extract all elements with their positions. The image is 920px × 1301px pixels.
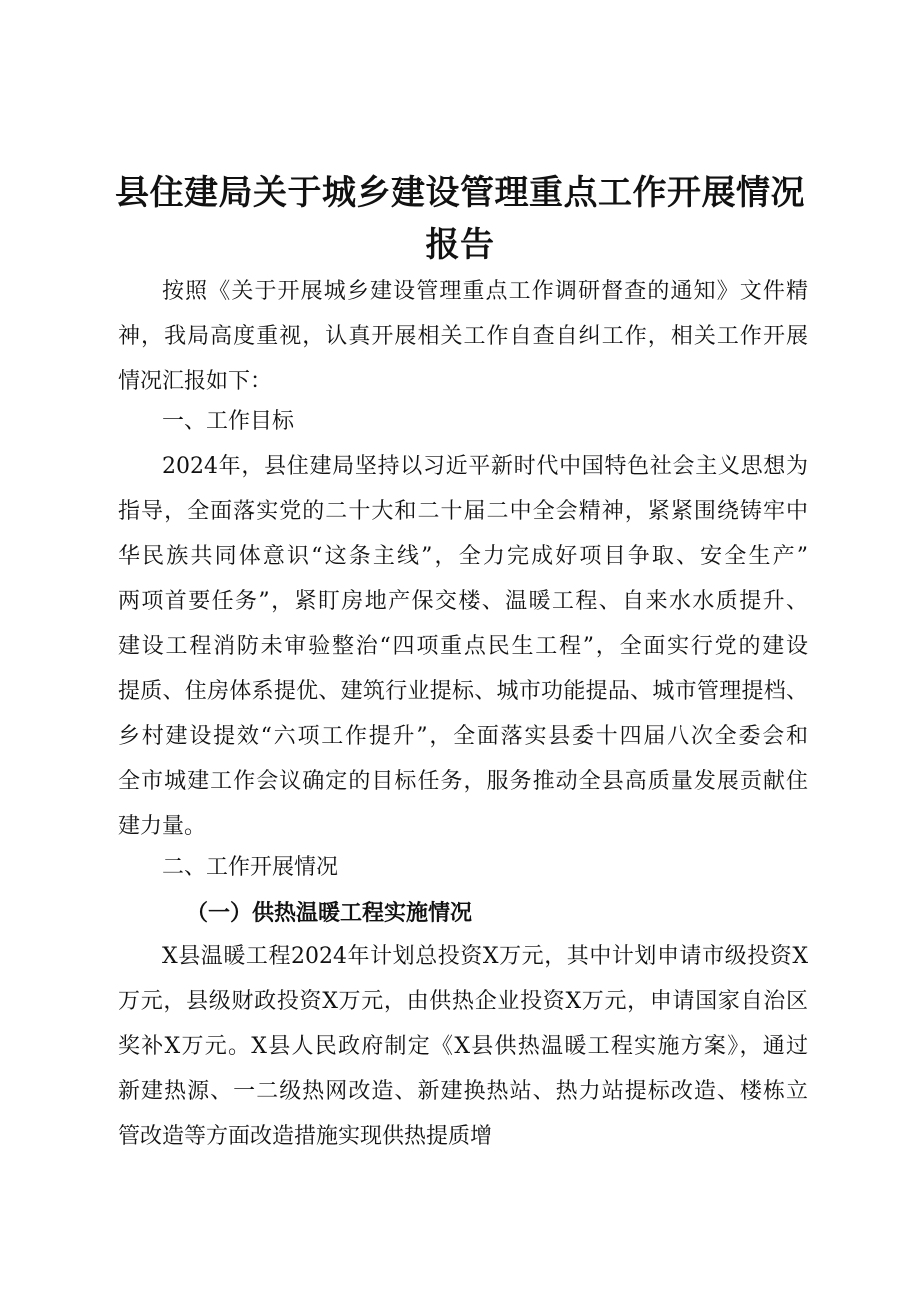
section-2-line-2: 万元，县级财政投资X万元，由供热企业投资X万元，申请国家自治区 <box>118 989 808 1014</box>
intro-line-2: 神，我局高度重视，认真开展相关工作自查自纠工作，相关工作开展 <box>118 324 808 349</box>
section-1-line-5: 建设工程消防未审验整治“四项重点民生工程”，全面实行党的建设 <box>118 634 808 659</box>
section-1-line-7: 乡村建设提效“六项工作提升”，全面落实县委十四届八次全委会和 <box>118 724 808 749</box>
intro-line-3: 情况汇报如下： <box>118 369 273 394</box>
section-2-line-1: X县温暖工程2024年计划总投资X万元，其中计划申请市级投资X <box>162 944 808 969</box>
intro-line-1: 按照《关于开展城乡建设管理重点工作调研督查的通知》文件精 <box>162 279 808 304</box>
section-1-line-9: 建力量。 <box>118 814 207 839</box>
section-1-line-6: 提质、住房体系提优、建筑行业提标、城市功能提品、城市管理提档、 <box>118 679 808 704</box>
section-1-line-2: 指导，全面落实党的二十大和二十届二中全会精神，紧紧围绕铸牢中 <box>118 499 808 524</box>
section-2-subheading: （一）供热温暖工程实施情况 <box>186 900 473 926</box>
section-1-line-1: 2024年，县住建局坚持以习近平新时代中国特色社会主义思想为 <box>162 454 808 479</box>
document-title-line-1: 县住建局关于城乡建设管理重点工作开展情况 <box>115 173 805 213</box>
section-1-heading: 一、工作目标 <box>162 409 295 434</box>
section-1-line-4: 两项首要任务”，紧盯房地产保交楼、温暖工程、自来水水质提升、 <box>118 589 808 614</box>
section-2-line-4: 新建热源、一二级热网改造、新建换热站、热力站提标改造、楼栋立 <box>118 1079 808 1104</box>
section-2-line-3: 奖补X万元。X县人民政府制定《X县供热温暖工程实施方案》，通过 <box>118 1034 808 1059</box>
section-2-line-5: 管改造等方面改造措施实现供热提质增 <box>118 1124 493 1149</box>
document-title-line-2: 报告 <box>425 225 495 265</box>
section-1-line-3: 华民族共同体意识“这条主线”，全力完成好项目争取、安全生产” <box>118 544 808 569</box>
section-2-heading: 二、工作开展情况 <box>162 855 339 880</box>
section-1-line-8: 全市城建工作会议确定的目标任务，服务推动全县高质量发展贡献住 <box>118 769 808 794</box>
